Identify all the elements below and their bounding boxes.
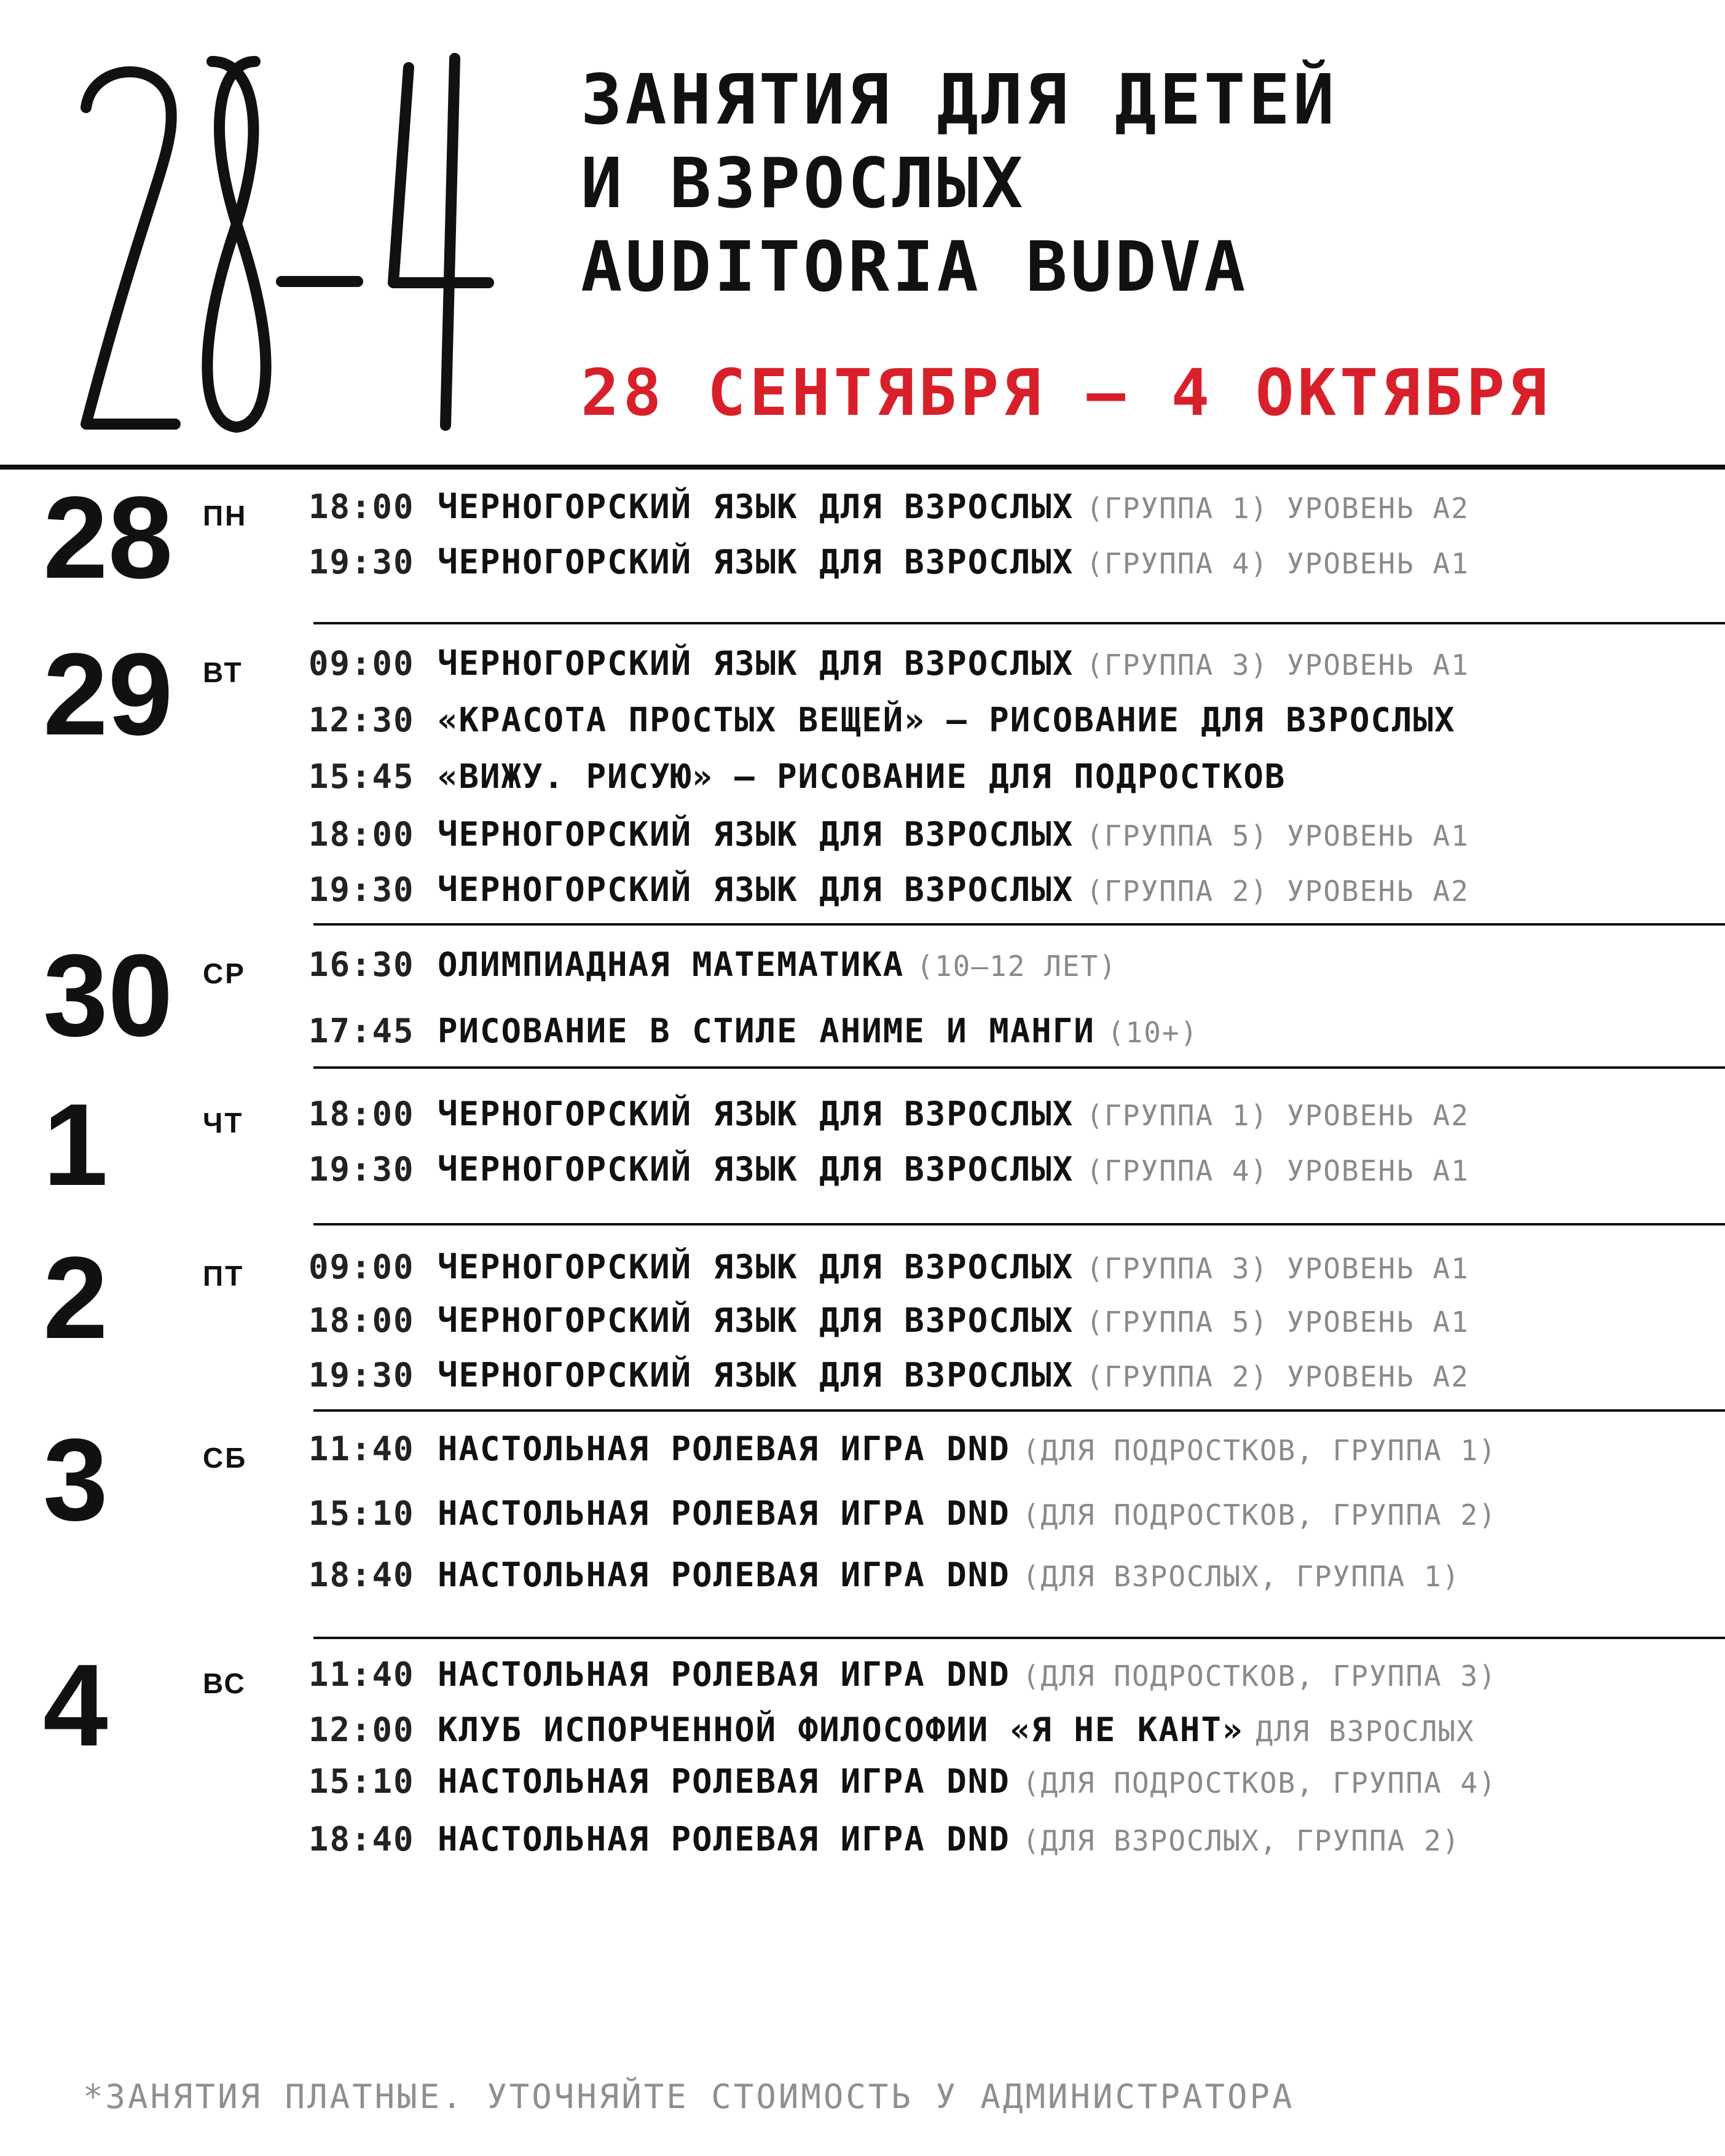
event-time: 19:30 [308, 543, 415, 581]
event-row [308, 486, 1469, 529]
event-row [308, 541, 1469, 584]
event-note: (ГРУППА 1) УРОВЕНЬ А2 [1086, 492, 1469, 525]
day-number: 2 [43, 1233, 108, 1363]
weekday-label: ВТ [203, 656, 243, 688]
pricing-footnote: *ЗАНЯТИЯ ПЛАТНЫЕ. УТОЧНЯЙТЕ СТОИМОСТЬ У АДМИНИСТРАТОРА [83, 2077, 1295, 2116]
event-note: (ГРУППА 4) УРОВЕНЬ А1 [1086, 547, 1469, 580]
event-row [308, 1299, 1469, 1342]
event-title: ОЛИМПИАДНАЯ МАТЕМАТИКА [438, 945, 905, 984]
event-row [308, 1148, 1469, 1191]
day-separator [313, 1637, 1725, 1639]
event-row [308, 1246, 1469, 1289]
event-title: ЧЕРНОГОРСКИЙ ЯЗЫК ДЛЯ ВЗРОСЛЫХ [438, 487, 1074, 526]
event-row [308, 1554, 1460, 1597]
day-separator [313, 622, 1725, 624]
event-note: (10–12 ЛЕТ) [916, 950, 1117, 983]
event-title: НАСТОЛЬНАЯ РОЛЕВАЯ ИГРА DND [438, 1820, 1010, 1859]
event-title: НАСТОЛЬНАЯ РОЛЕВАЯ ИГРА DND [438, 1655, 1010, 1694]
event-note: (ДЛЯ ПОДРОСТКОВ, ГРУППА 2) [1022, 1498, 1497, 1532]
event-time: 12:00 [308, 1710, 415, 1749]
event-time: 18:40 [308, 1820, 415, 1859]
event-title: КЛУБ ИСПОРЧЕННОЙ ФИЛОСОФИИ «Я НЕ КАНТ» [438, 1710, 1244, 1749]
weekday-label: ПН [203, 500, 248, 532]
event-time: 15:45 [308, 757, 415, 796]
event-time: 19:30 [308, 1356, 415, 1395]
event-title: ЧЕРНОГОРСКИЙ ЯЗЫК ДЛЯ ВЗРОСЛЫХ [438, 644, 1074, 683]
event-row [308, 943, 1117, 986]
date-range-subtitle: 28 СЕНТЯБРЯ — 4 ОКТЯБРЯ [581, 355, 1551, 430]
big-date-range-graphic [68, 49, 510, 443]
event-time: 15:10 [308, 1762, 415, 1801]
event-title: ЧЕРНОГОРСКИЙ ЯЗЫК ДЛЯ ВЗРОСЛЫХ [438, 1248, 1074, 1286]
event-time: 11:40 [308, 1655, 415, 1694]
event-time: 18:00 [308, 1095, 415, 1133]
event-row [308, 1093, 1469, 1136]
event-title: НАСТОЛЬНАЯ РОЛЕВАЯ ИГРА DND [438, 1430, 1010, 1468]
event-row [308, 1709, 1475, 1752]
event-time: 18:00 [308, 1301, 415, 1340]
title-line-3: AUDITORIA BUDVA [581, 227, 1249, 307]
event-row [308, 1492, 1497, 1535]
title-line-1: ЗАНЯТИЯ ДЛЯ ДЕТЕЙ [581, 60, 1338, 140]
day-number: 1 [43, 1080, 108, 1210]
event-note: (ГРУППА 2) УРОВЕНЬ А2 [1086, 1360, 1469, 1393]
event-time: 18:00 [308, 815, 415, 854]
event-title: ЧЕРНОГОРСКИЙ ЯЗЫК ДЛЯ ВЗРОСЛЫХ [438, 870, 1074, 909]
event-title: ЧЕРНОГОРСКИЙ ЯЗЫК ДЛЯ ВЗРОСЛЫХ [438, 543, 1074, 581]
day-separator [313, 1066, 1725, 1069]
event-note: (ГРУППА 2) УРОВЕНЬ А2 [1086, 875, 1469, 908]
event-time: 15:10 [308, 1494, 415, 1533]
event-row [308, 1653, 1497, 1696]
event-time: 17:45 [308, 1012, 415, 1050]
event-time: 12:30 [308, 701, 415, 739]
event-title: НАСТОЛЬНАЯ РОЛЕВАЯ ИГРА DND [438, 1762, 1010, 1801]
event-row [308, 699, 1456, 742]
day-number: 29 [43, 629, 173, 760]
event-row [308, 1010, 1198, 1053]
event-time: 09:00 [308, 1248, 415, 1286]
event-note: (ГРУППА 5) УРОВЕНЬ А1 [1086, 1305, 1469, 1339]
event-time: 19:30 [308, 1150, 415, 1189]
event-row [308, 642, 1469, 685]
event-note: (ГРУППА 3) УРОВЕНЬ А1 [1086, 648, 1469, 682]
event-row [308, 755, 1286, 798]
weekday-label: ВС [203, 1667, 246, 1699]
event-time: 19:30 [308, 870, 415, 909]
event-title: ЧЕРНОГОРСКИЙ ЯЗЫК ДЛЯ ВЗРОСЛЫХ [438, 1095, 1074, 1133]
event-note: (ДЛЯ ВЗРОСЛЫХ, ГРУППА 1) [1022, 1560, 1461, 1593]
event-title: ЧЕРНОГОРСКИЙ ЯЗЫК ДЛЯ ВЗРОСЛЫХ [438, 1150, 1074, 1189]
event-note: (ДЛЯ ПОДРОСТКОВ, ГРУППА 3) [1022, 1659, 1497, 1693]
event-title: ЧЕРНОГОРСКИЙ ЯЗЫК ДЛЯ ВЗРОСЛЫХ [438, 815, 1074, 854]
event-note: (ГРУППА 3) УРОВЕНЬ А1 [1086, 1252, 1469, 1285]
event-note: ДЛЯ ВЗРОСЛЫХ [1255, 1715, 1475, 1748]
event-note: (ГРУППА 4) УРОВЕНЬ А1 [1086, 1154, 1469, 1187]
day-separator [313, 1409, 1725, 1412]
event-time: 11:40 [308, 1430, 415, 1468]
weekday-label: СБ [203, 1442, 248, 1474]
event-row [308, 1818, 1460, 1861]
weekday-label: СР [203, 958, 246, 989]
event-time: 09:00 [308, 644, 415, 683]
day-number: 28 [43, 473, 173, 603]
event-time: 18:40 [308, 1556, 415, 1594]
event-time: 16:30 [308, 945, 415, 984]
event-row [308, 868, 1469, 911]
day-number: 30 [43, 930, 173, 1061]
event-note: (ДЛЯ ВЗРОСЛЫХ, ГРУППА 2) [1022, 1824, 1461, 1857]
event-row [308, 1354, 1469, 1397]
title-line-2: И ВЗРОСЛЫХ [581, 144, 1026, 224]
event-row [308, 1760, 1497, 1803]
event-title: РИСОВАНИЕ В СТИЛЕ АНИМЕ И МАНГИ [438, 1012, 1095, 1050]
day-number: 4 [43, 1640, 108, 1771]
day-separator [313, 1223, 1725, 1226]
event-note: (ДЛЯ ПОДРОСТКОВ, ГРУППА 1) [1022, 1434, 1497, 1467]
header-divider [0, 465, 1725, 470]
event-title: «ВИЖУ. РИСУЮ» — РИСОВАНИЕ ДЛЯ ПОДРОСТКОВ [438, 757, 1286, 796]
event-row [308, 813, 1469, 856]
weekday-label: ЧТ [203, 1107, 244, 1139]
event-note: (10+) [1107, 1016, 1199, 1049]
event-note: (ГРУППА 5) УРОВЕНЬ А1 [1086, 819, 1469, 852]
event-title: ЧЕРНОГОРСКИЙ ЯЗЫК ДЛЯ ВЗРОСЛЫХ [438, 1301, 1074, 1340]
event-title: НАСТОЛЬНАЯ РОЛЕВАЯ ИГРА DND [438, 1494, 1010, 1533]
event-time: 18:00 [308, 487, 415, 526]
event-title: НАСТОЛЬНАЯ РОЛЕВАЯ ИГРА DND [438, 1556, 1010, 1594]
event-row [308, 1428, 1497, 1471]
day-number: 3 [43, 1415, 108, 1545]
event-note: (ГРУППА 1) УРОВЕНЬ А2 [1086, 1099, 1469, 1132]
event-title: ЧЕРНОГОРСКИЙ ЯЗЫК ДЛЯ ВЗРОСЛЫХ [438, 1356, 1074, 1395]
day-separator [313, 923, 1725, 926]
event-title: «КРАСОТА ПРОСТЫХ ВЕЩЕЙ» — РИСОВАНИЕ ДЛЯ ВЗРОСЛЫХ [438, 701, 1456, 739]
weekday-label: ПТ [203, 1260, 245, 1292]
page-title [581, 58, 1699, 309]
event-note: (ДЛЯ ПОДРОСТКОВ, ГРУППА 4) [1022, 1766, 1497, 1800]
